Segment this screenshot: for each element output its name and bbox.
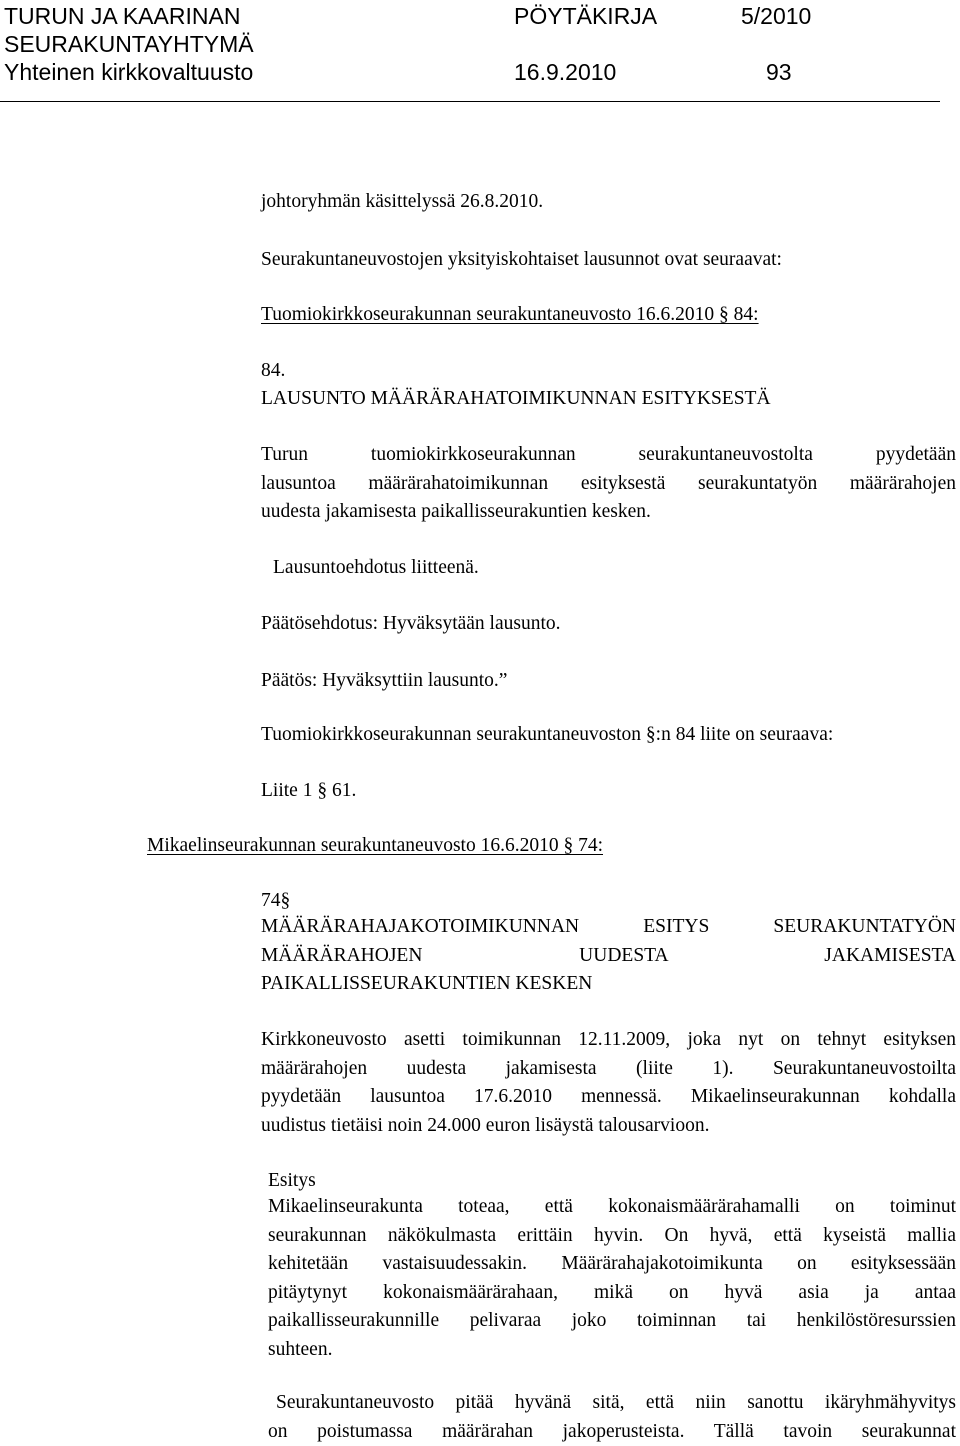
paragraph-ikaryhmahyvitys [268, 1389, 956, 1446]
text-line: Seurakuntaneuvosto pitää hyvänä sitä, että niin sanottu ikäryhmähyvitys [268, 1389, 956, 1418]
text-line: määrärahojen uudesta jakamisesta (liite 1). Seurakuntaneuvostoilta [261, 1055, 956, 1084]
paragraph-esitys [268, 1193, 956, 1364]
section-heading-mikael: Mikaelinseurakunnan seurakuntaneuvosto 16.6.2010 § 74: [147, 834, 603, 858]
header-doc-type: PÖYTÄKIRJA [514, 3, 657, 29]
section-title-84: LAUSUNTO MÄÄRÄRAHATOIMIKUNNAN ESITYKSESTÄ [261, 387, 771, 411]
text-line: seurakunnan näkökulmasta erittäin hyvin. On hyvä, että kyseistä mallia [268, 1222, 956, 1251]
paragraph-lausunnot-intro: Seurakuntaneuvostojen yksityiskohtaiset lausunnot ovat seuraavat: [261, 248, 782, 272]
text-line: pitäytynyt kokonaismäärärahaan, mikä on hyvä asia ja antaa [268, 1279, 956, 1308]
header-org-line2: SEURAKUNTAYHTYMÄ [4, 31, 254, 57]
text-line: suhteen. [268, 1336, 956, 1365]
text-line: Kirkkoneuvosto asetti toimikunnan 12.11.2009, joka nyt on tehnyt esityksen [261, 1026, 956, 1055]
header-body: Yhteinen kirkkovaltuusto [4, 59, 253, 85]
section-heading-tuomiokirkko: Tuomiokirkkoseurakunnan seurakuntaneuvosto 16.6.2010 § 84: [261, 303, 759, 327]
header-date: 16.9.2010 [514, 59, 616, 85]
text-line: MÄÄRÄRAHOJEN UUDESTA JAKAMISESTA [261, 942, 956, 971]
header-doc-number: 5/2010 [741, 3, 811, 29]
paragraph-lausuntoehdotus: Lausuntoehdotus liitteenä. [273, 556, 479, 580]
paragraph-liite-intro: Tuomiokirkkoseurakunnan seurakuntaneuvoston §:n 84 liite on seuraava: [261, 723, 833, 747]
text-line: pyydetään lausuntoa 17.6.2010 mennessä. Mikaelinseurakunnan kohdalla [261, 1083, 956, 1112]
section-title-74 [261, 913, 956, 999]
section-number-84: 84. [261, 359, 285, 383]
text-line: Mikaelinseurakunta toteaa, että kokonaismäärärahamalli on toiminut [268, 1193, 956, 1222]
header-org-line1: TURUN JA KAARINAN [4, 3, 240, 29]
paragraph-paatosehdotus: Päätösehdotus: Hyväksytään lausunto. [261, 612, 561, 636]
text-line: Turun tuomiokirkkoseurakunnan seurakuntaneuvostolta pyydetään [261, 441, 956, 470]
paragraph-liite: Liite 1 § 61. [261, 779, 356, 803]
paragraph-paatos: Päätös: Hyväksyttiin lausunto.” [261, 669, 507, 693]
header-page-number: 93 [766, 59, 792, 85]
esitys-heading: Esitys [268, 1169, 316, 1193]
paragraph-johtoryhma: johtoryhmän käsittelyssä 26.8.2010. [261, 190, 543, 214]
paragraph-tuomiokirkko-request [261, 441, 956, 527]
header-rule [0, 101, 940, 102]
text-line: kehitetään vastaisuudessakin. Määrärahajakotoimikunta on esityksessään [268, 1250, 956, 1279]
text-line: lausuntoa määrärahatoimikunnan esityksestä seurakuntatyön määrärahojen [261, 470, 956, 499]
text-line: MÄÄRÄRAHAJAKOTOIMIKUNNAN ESITYS SEURAKUNTATYÖN [261, 913, 956, 942]
text-line: uudesta jakamisesta paikallisseurakuntien kesken. [261, 498, 956, 527]
section-number-74: 74§ [261, 889, 290, 913]
text-line: paikallisseurakunnille pelivaraa joko toiminnan tai henkilöstöresurssien [268, 1307, 956, 1336]
text-line: uudistus tietäisi noin 24.000 euron lisäystä talousarvioon. [261, 1112, 956, 1141]
text-line: PAIKALLISSEURAKUNTIEN KESKEN [261, 970, 956, 999]
paragraph-kirkkoneuvosto [261, 1026, 956, 1140]
text-line: on poistumassa määrärahan jakoperusteista. Tällä tavoin seurakunnat [268, 1418, 956, 1446]
